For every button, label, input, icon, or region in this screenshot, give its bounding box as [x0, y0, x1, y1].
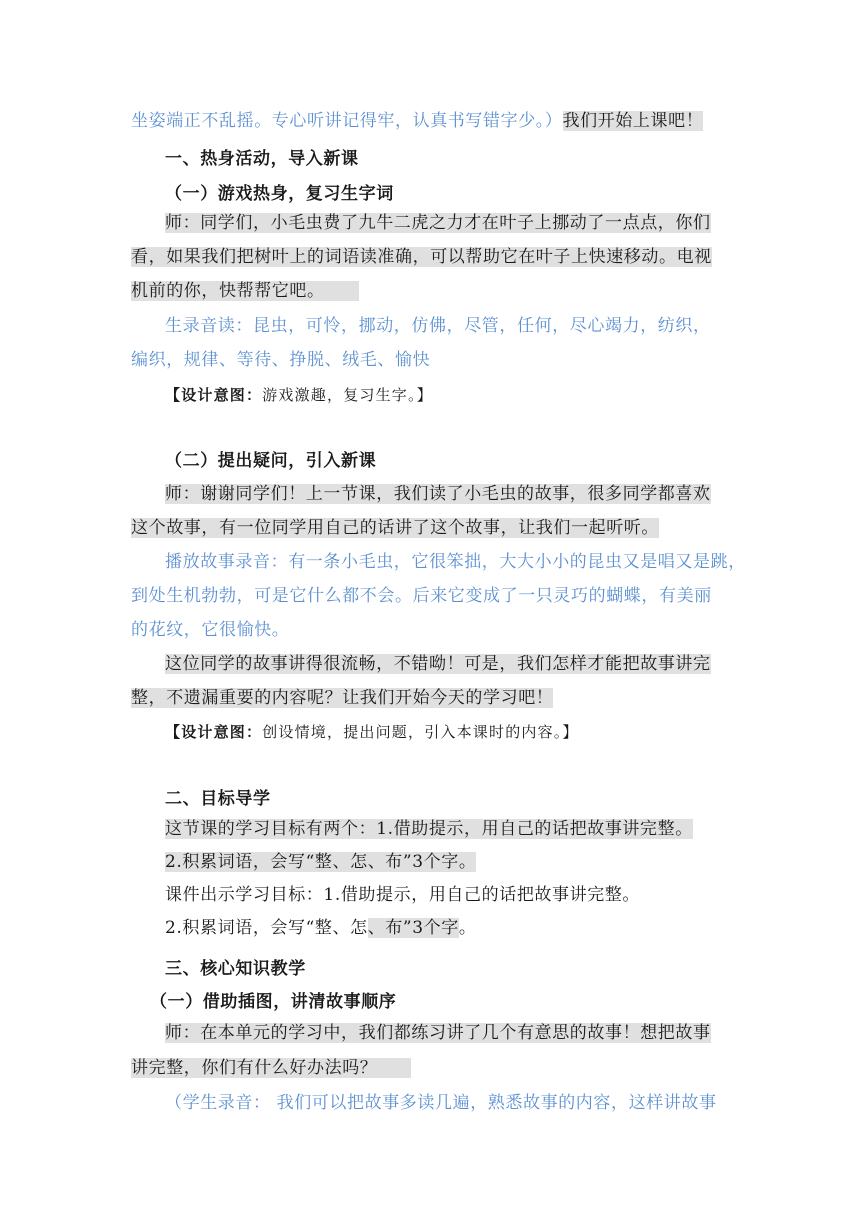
teacher-paragraph-2-cont: 这个故事，有一位同学用自己的话讲了这个故事，让我们一起听听。	[131, 518, 659, 538]
subsection-heading-3-1: （一）借助插图，讲清故事顺序	[150, 992, 397, 1012]
story-recording: 播放故事录音：有一条小毛虫，它很笨拙，大大小小的昆虫又是唱又是跳，	[165, 552, 746, 572]
subsection-heading-1-2: （二）提出疑问，引入新课	[165, 451, 377, 471]
design-intent-label: 【设计意图：	[165, 386, 263, 404]
courseware-goal-2: 2.积累词语，会写“整、怎、布”3个字。	[165, 918, 477, 938]
line-discipline-rhyme	[131, 107, 703, 135]
story-recording-cont: 到处生机勃勃，可是它什么都不会。后来它变成了一只灵巧的蝴蝶，有美丽	[131, 586, 712, 606]
design-intent-label: 【设计意图：	[165, 723, 263, 741]
student-recording-2: （学生录音： 我们可以把故事多读几遍，熟悉故事的内容，这样讲故事	[165, 1093, 717, 1113]
design-intent-note-2	[165, 718, 579, 746]
teacher-paragraph-4-cont: 讲完整，你们有什么好办法吗？	[131, 1058, 411, 1078]
teacher-paragraph-1: 师：同学们，小毛虫费了九牛二虎之力才在叶子上挪动了一点点，你们	[165, 213, 711, 233]
courseware-goals: 课件出示学习目标：1.借助提示，用自己的话把故事讲完整。	[165, 885, 641, 905]
rhyme-text: 坐姿端正不乱摇。专心听讲记得牢，认真书写错字少。）	[131, 111, 563, 131]
section-heading-3: 三、核心知识教学	[165, 959, 306, 979]
design-intent-note-1	[165, 381, 433, 409]
teacher-paragraph-2: 师：谢谢同学们！上一节课，我们读了小毛虫的故事，很多同学都喜欢	[165, 484, 711, 504]
section-heading-2: 二、目标导学	[165, 789, 271, 809]
design-intent-text: 游戏激趣，复习生字。】	[262, 386, 433, 404]
story-recording-end: 的花纹，它很愉快。	[131, 620, 290, 640]
teacher-paragraph-1-end: 机前的你，快帮帮它吧。	[131, 281, 359, 301]
teacher-paragraph-3: 这位同学的故事讲得很流畅，不错呦！可是，我们怎样才能把故事讲完	[165, 654, 711, 674]
teacher-paragraph-3-cont: 整，不遗漏重要的内容呢？让我们开始今天的学习吧！	[131, 688, 554, 708]
student-reading-1: 生录音读：昆虫，可怜，挪动，仿佛，尽管，任何，尽心竭力，纺织，	[165, 316, 711, 336]
learning-goal-2: 2.积累词语，会写“整、怎、布”3个字。	[165, 852, 477, 872]
design-intent-text: 创设情境，提出问题，引入本课时的内容。】	[262, 723, 579, 741]
teacher-paragraph-1-cont: 看，如果我们把树叶上的词语读准确，可以帮助它在叶子上快速移动。电视	[131, 247, 712, 267]
learning-goals-text: 这节课的学习目标有两个：1.借助提示，用自己的话把故事讲完整。	[165, 819, 693, 839]
teacher-paragraph-4: 师：在本单元的学习中，我们都练习讲了几个有意思的故事！想把故事	[165, 1023, 711, 1043]
start-class-text: 我们开始上课吧！	[562, 111, 704, 131]
subsection-heading-1-1: （一）游戏热身，复习生字词	[165, 184, 394, 204]
student-reading-1-cont: 编织，规律、等待、挣脱、绒毛、愉快	[131, 350, 431, 370]
section-heading-1: 一、热身活动，导入新课	[165, 149, 359, 169]
